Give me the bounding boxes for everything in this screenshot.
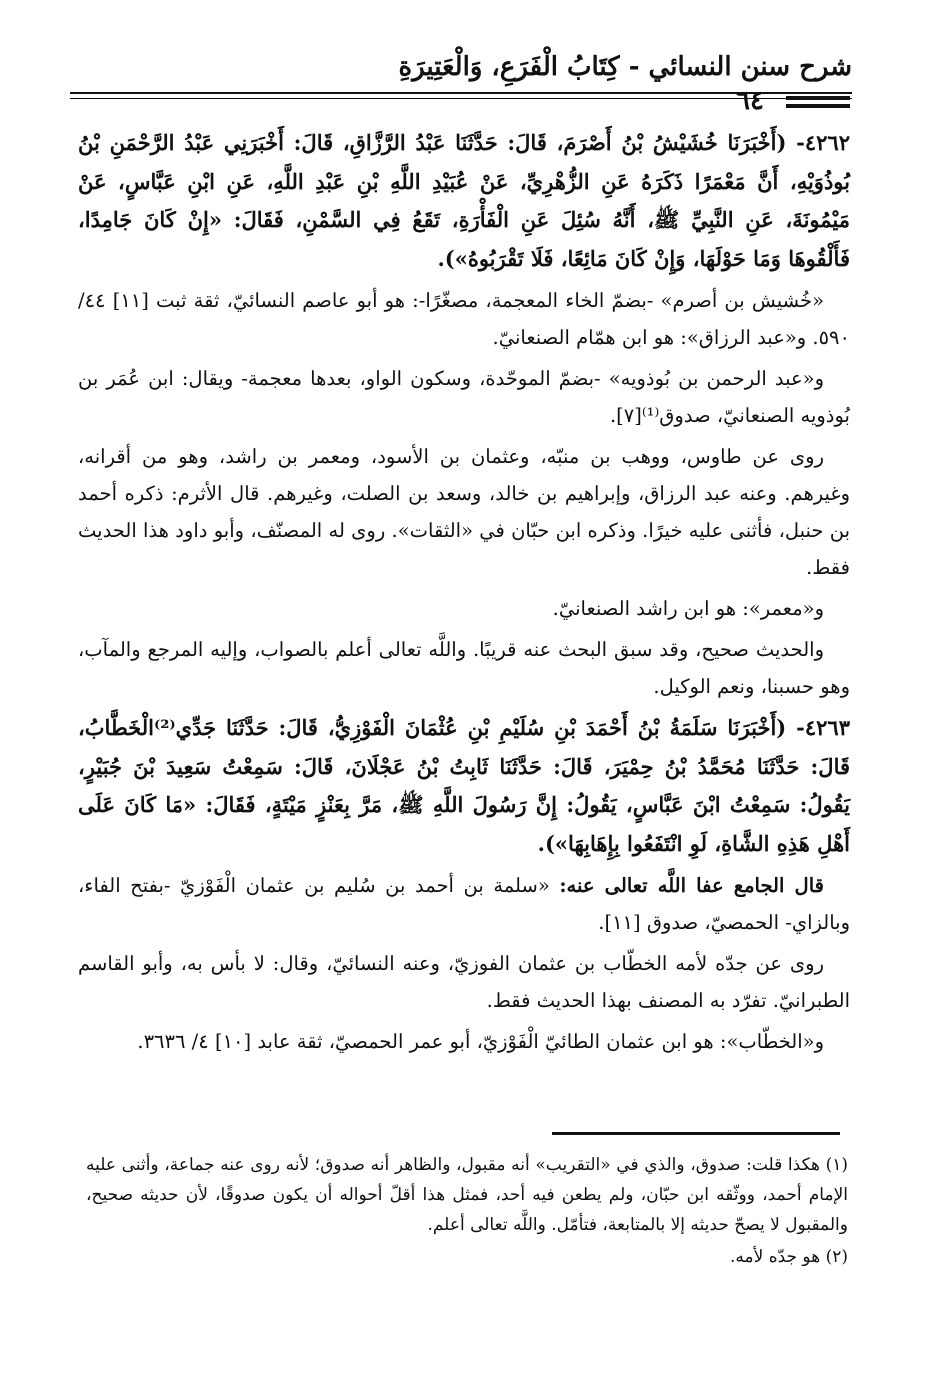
page-number-bar bbox=[786, 104, 850, 108]
hadith-4263: ٤٢٦٣- (أَخْبَرَنَا سَلَمَةُ بْنُ أَحْمَدَ بْنِ سُلَيْمِ بْنِ عُثْمَانَ الْفَوْزِيُّ، قَالَ: حَدَّثَنَا جَدِّي⁽²⁾الْخَطَّابُ، قَالَ: حَدَّثَنَا مُحَمَّدُ بْنُ حِمْيَرَ، قَالَ: حَدَّثَنَا ثَابِتُ بْنُ عَجْلَانَ، قَالَ: سَمِعْتُ سَعِيدَ بْنَ جُبَيْرٍ، يَقُولُ: سَمِعْتُ ابْنَ عَبَّاسٍ، يَقُولُ: إِنَّ رَسُولَ اللَّهِ ﷺ، مَرَّ بِعَنْزٍ مَيْتَةٍ، فَقَالَ: «مَا كَانَ عَلَى أَهْلِ هَذِهِ الشَّاةِ، لَوِ انْتَفَعُوا بِإِهَابِهَا»). bbox=[78, 715, 850, 856]
footnote-separator bbox=[552, 1132, 840, 1135]
main-text bbox=[78, 124, 850, 1064]
commentary-paragraph: و«الخطّاب»: هو ابن عثمان الطائيّ الْفَوْزيّ، أبو عمر الحمصيّ، ثقة عابد [١٠] ٤/ ٣٦٣٦. bbox=[137, 1030, 824, 1053]
footnotes bbox=[86, 1150, 848, 1274]
commentary-paragraph: «خُشيش بن أصرم» -بضمّ الخاء المعجمة، مصغّرًا-: هو أبو عاصم النسائيّ، ثقة ثبت [١١] ٤٤/ ٥٩٠. و«عبد الرزاق»: هو ابن همّام الصنعانيّ. bbox=[78, 289, 850, 349]
compiler-note-lead: قال الجامع عفا اللَّه تعالى عنه: bbox=[559, 874, 824, 897]
footnote-1: (١) هكذا قلت: صدوق، والذي في «التقريب» أنه مقبول، والظاهر أنه صدوق؛ لأنه روى عنه جماعة، وأثنى عليه الإمام أحمد، ووثّقه ابن حبّان، ولم يطعن فيه أحد، فمثل هذا أقلّ أحواله أن يكون صدوقًا، لأن حديثه صحيح، والمقبول لا يصحّ حديثه إلا بالمتابعة، فتأمّل. واللَّه تعالى أعلم. bbox=[86, 1155, 848, 1235]
hadith-4262: ٤٢٦٢- (أَخْبَرَنَا خُشَيْشُ بْنُ أَصْرَمَ، قَالَ: حَدَّثَنَا عَبْدُ الرَّزَّاقِ، قَالَ: أَخْبَرَنِي عَبْدُ الرَّحْمَنِ بْنُ بُوذُوَيْهِ، أَنَّ مَعْمَرًا ذَكَرَهُ عَنِ الزُّهْرِيِّ، عَنْ عُبَيْدِ اللَّهِ بْنِ عَبْدِ اللَّهِ، عَنِ ابْنِ عَبَّاسٍ، عَنْ مَيْمُونَةَ، عَنِ النَّبِيِّ ﷺ، أَنَّهُ سُئِلَ عَنِ الْفَأْرَةِ، تَقَعُ فِي السَّمْنِ، فَقَالَ: «إِنْ كَانَ جَامِدًا، فَأَلْقُوهَا وَمَا حَوْلَهَا، وَإِنْ كَانَ مَائِعًا، فَلَا تَقْرَبُوهُ»). bbox=[78, 130, 850, 271]
commentary-paragraph: و«عبد الرحمن بن بُوذويه» -بضمّ الموحّدة، وسكون الواو، بعدها معجمة- ويقال: ابن عُمَر بن بُوذويه الصنعانيّ، صدوق⁽¹⁾[٧]. bbox=[78, 367, 850, 427]
compiler-note-text: «سلمة بن أحمد بن سُليم بن عثمان الْفَوْزيّ -بفتح الفاء، وبالزاي- الحمصيّ، صدوق [١١]. bbox=[78, 874, 850, 934]
page-number-bar bbox=[786, 96, 850, 100]
commentary-paragraph: و«معمر»: هو ابن راشد الصنعانيّ. bbox=[552, 597, 824, 620]
commentary-paragraph: روى عن جدّه لأمه الخطّاب بن عثمان الفوزيّ، وعنه النسائيّ، وقال: لا بأس به، وأبو القاسم الطبرانيّ. تفرّد به المصنف بهذا الحديث فقط. bbox=[78, 952, 850, 1012]
commentary-paragraph bbox=[78, 867, 850, 941]
running-title: شرح سنن النسائي - كِتَابُ الْفَرَعِ، وَالْعَتِيرَةِ bbox=[398, 52, 852, 82]
commentary-paragraph: والحديث صحيح، وقد سبق البحث عنه قريبًا. واللَّه تعالى أعلم بالصواب، وإليه المرجع والمآب، وهو حسبنا، ونعم الوكيل. bbox=[78, 638, 850, 698]
commentary-paragraph: روى عن طاوس، ووهب بن منبّه، وعثمان بن الأسود، ومعمر بن راشد، وهو من أقرانه، وغيرهم. وعنه عبد الرزاق، وإبراهيم بن خالد، وسعد بن الصلت، وغيرهم. قال الأثرم: ذكره أحمد بن حنبل، فأثنى عليه خيرًا. وذكره ابن حبّان في «الثقات». روى له المصنّف، وأبو داود هذا الحديث فقط. bbox=[78, 445, 850, 579]
footnote-2: (٢) هو جدّه لأمه. bbox=[729, 1247, 848, 1267]
page-number: ٦٤ bbox=[736, 86, 764, 116]
